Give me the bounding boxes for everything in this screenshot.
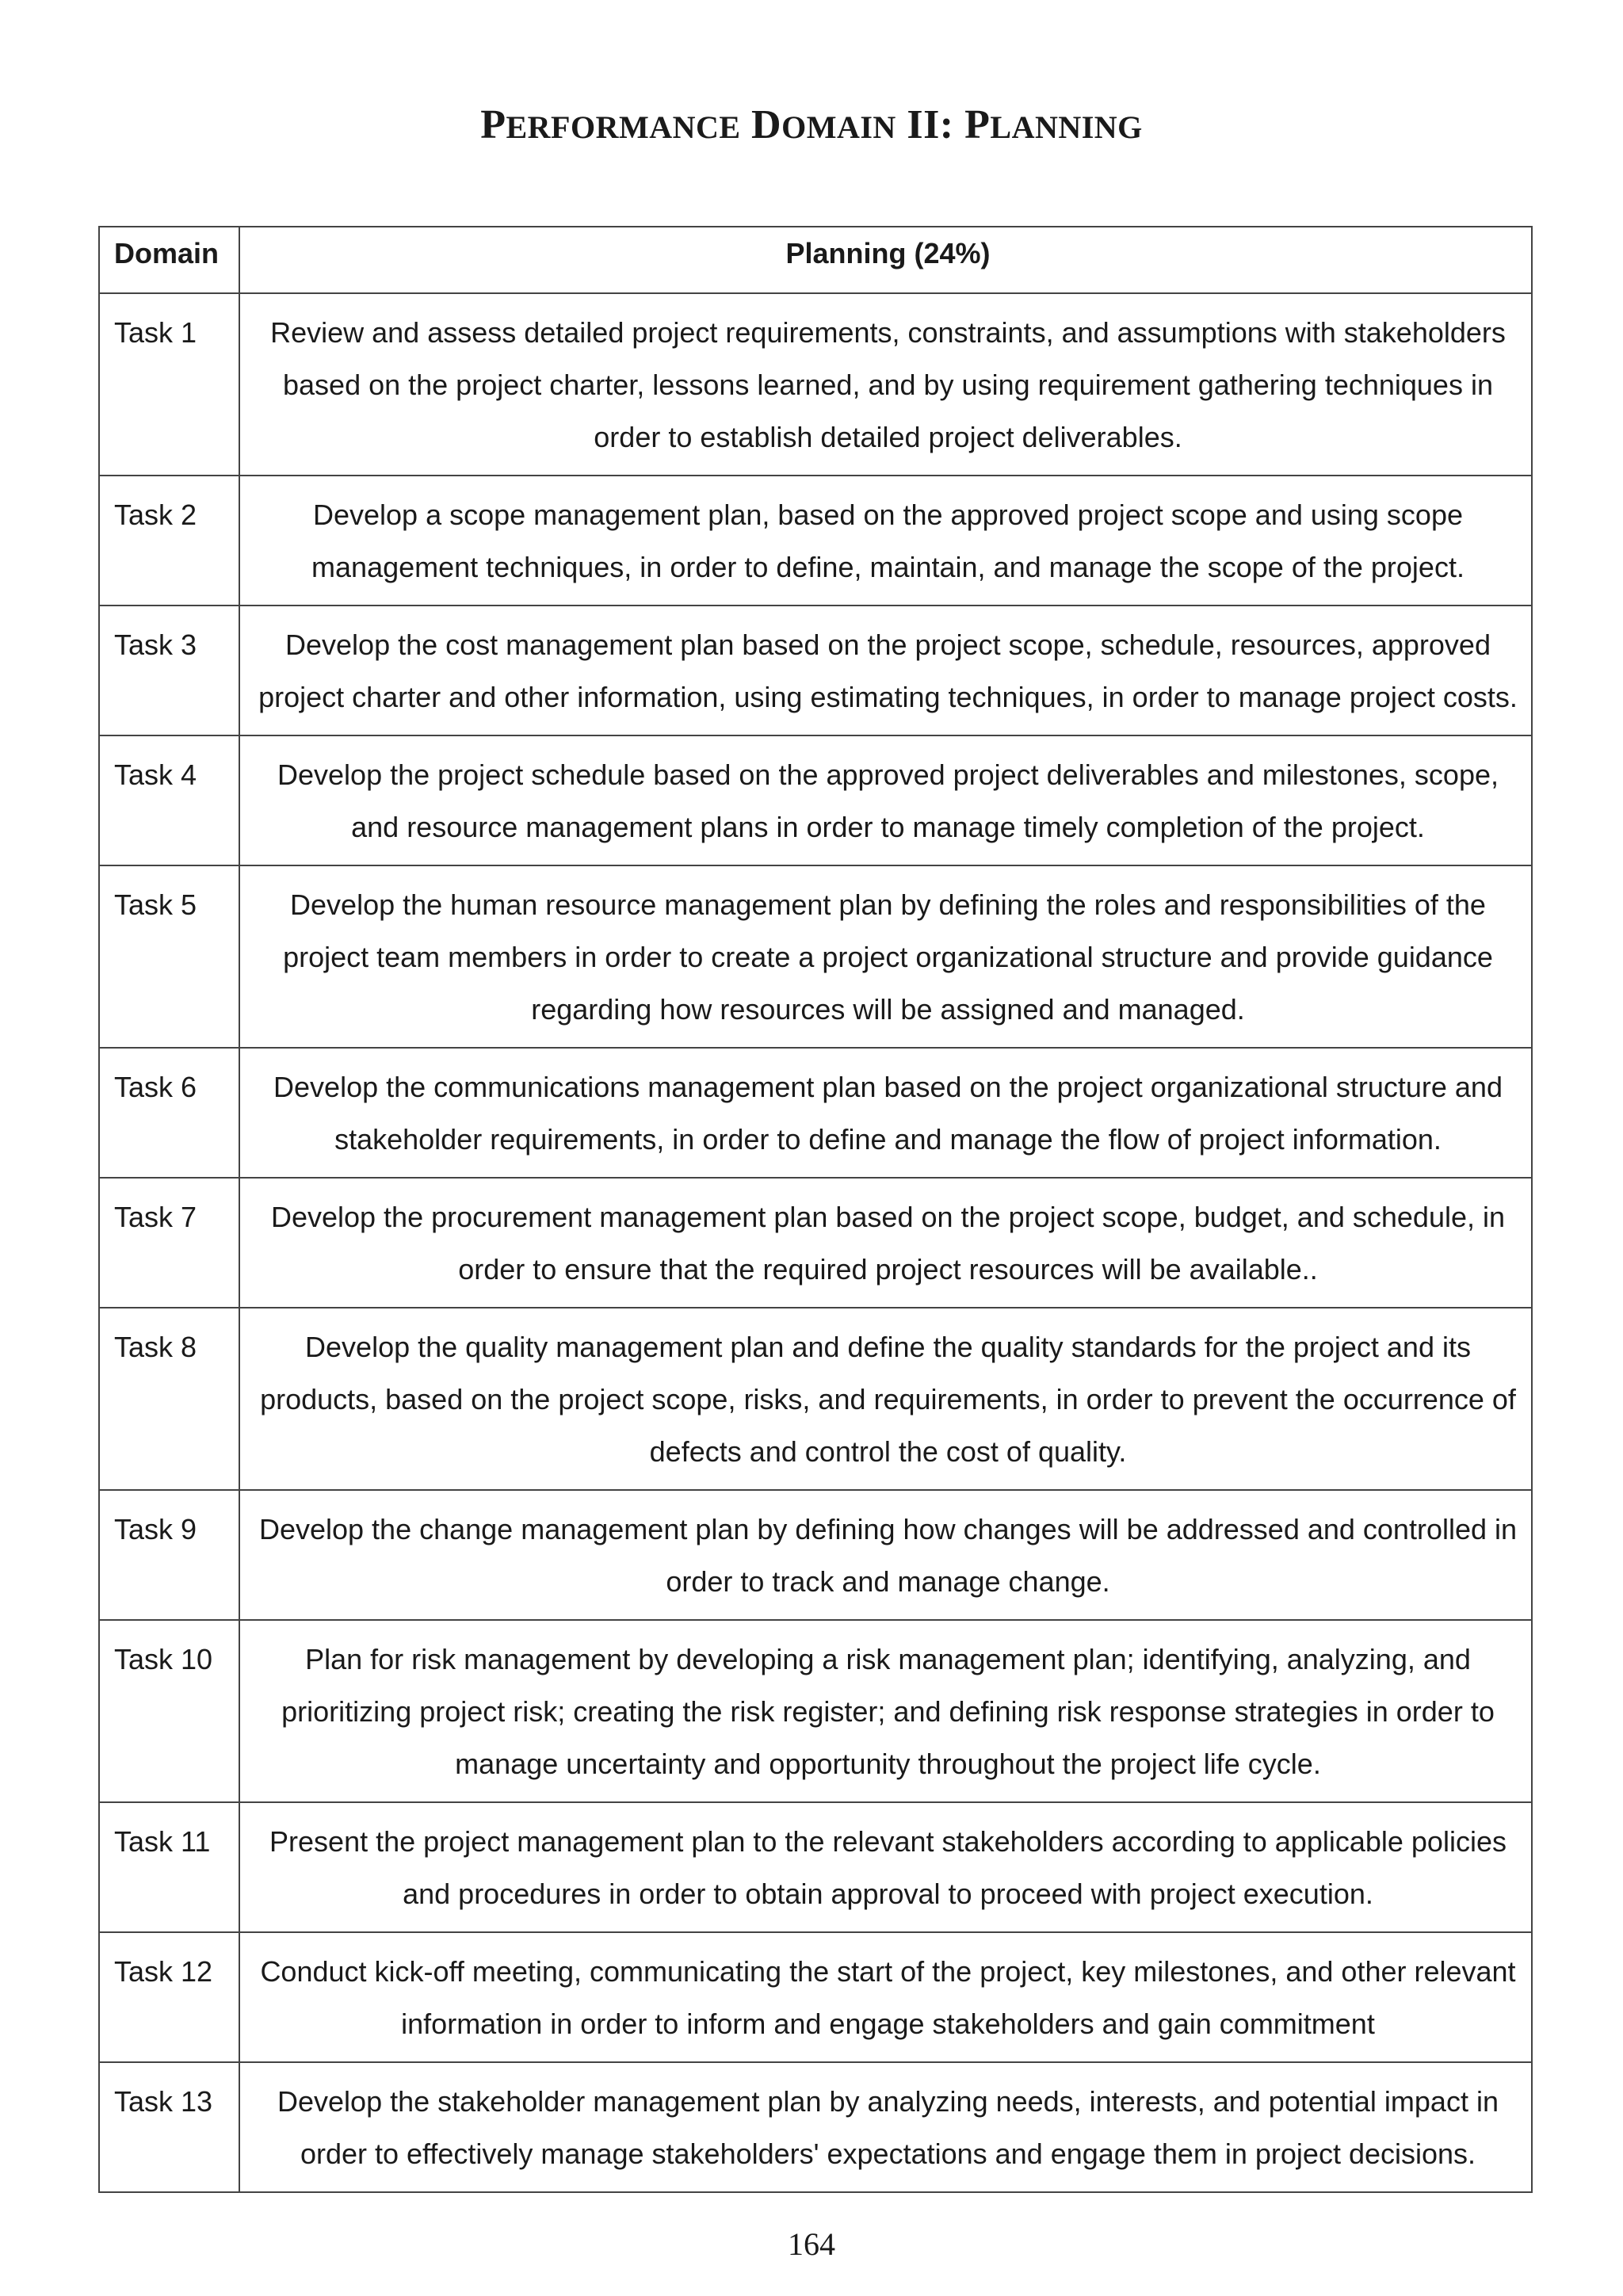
task-label: Task 5 [99, 865, 239, 1048]
task-description: Develop the communications management plan based on the project organizational structure and stakeholder requirements, in order to define and manage the flow of project information. [239, 1048, 1532, 1178]
task-label: Task 3 [99, 606, 239, 735]
task-description: Develop the change management plan by defining how changes will be addressed and controlled in order to track and manage change. [239, 1490, 1532, 1620]
page-number: 164 [788, 2226, 835, 2262]
title-roman-numeral: II: [907, 102, 954, 147]
table-row [99, 1802, 1532, 1932]
title-initial-planning: P [964, 102, 991, 147]
table-row [99, 1620, 1532, 1802]
task-label: Task 9 [99, 1490, 239, 1620]
task-label: Task 7 [99, 1178, 239, 1308]
task-description: Develop the stakeholder management plan by analyzing needs, interests, and potential impact in order to effectively manage stakeholders' expectations and engage them in project decisions. [239, 2062, 1532, 2192]
table-row [99, 1178, 1532, 1308]
table-row [99, 476, 1532, 606]
task-description: Present the project management plan to the relevant stakeholders according to applicable policies and procedures in order to obtain approval to proceed with project execution. [239, 1802, 1532, 1932]
header-planning: Planning (24%) [239, 227, 1532, 293]
title-initial-domain: D [751, 102, 782, 147]
task-description: Develop the quality management plan and define the quality standards for the project and its products, based on the project scope, risks, and requirements, in order to prevent the occurrence of defects and control the cost of quality. [239, 1308, 1532, 1490]
title-word-performance: ERFORMANCE [506, 109, 741, 145]
table-row [99, 1490, 1532, 1620]
task-label: Task 8 [99, 1308, 239, 1490]
task-label: Task 1 [99, 293, 239, 476]
header-domain: Domain [99, 227, 239, 293]
task-label: Task 4 [99, 735, 239, 865]
planning-tasks-table [98, 226, 1533, 2193]
task-label: Task 6 [99, 1048, 239, 1178]
table-row [99, 606, 1532, 735]
task-description: Review and assess detailed project requirements, constraints, and assumptions with stakeholders based on the project charter, lessons learned, and by using requirement gathering techniques in order to establish detailed project deliverables. [239, 293, 1532, 476]
task-label: Task 2 [99, 476, 239, 606]
table-row [99, 1932, 1532, 2062]
title-initial-performance: P [480, 102, 506, 147]
task-description: Develop the procurement management plan based on the project scope, budget, and schedule, in order to ensure that the required project resources will be available.. [239, 1178, 1532, 1308]
task-label: Task 12 [99, 1932, 239, 2062]
task-description: Develop a scope management plan, based on the approved project scope and using scope management techniques, in order to define, maintain, and manage the scope of the project. [239, 476, 1532, 606]
page-title [0, 101, 1623, 148]
table-row [99, 1308, 1532, 1490]
table-row [99, 293, 1532, 476]
task-description: Develop the project schedule based on the approved project deliverables and milestones, scope, and resource management plans in order to manage timely completion of the project. [239, 735, 1532, 865]
table-header-row [99, 227, 1532, 293]
table-row [99, 2062, 1532, 2192]
task-description: Develop the cost management plan based on the project scope, schedule, resources, approved project charter and other information, using estimating techniques, in order to manage project costs. [239, 606, 1532, 735]
title-word-planning: LANNING [990, 109, 1143, 145]
task-label: Task 11 [99, 1802, 239, 1932]
task-description: Develop the human resource management plan by defining the roles and responsibilities of the project team members in order to create a project organizational structure and provide guidance regarding how resources will be assigned and managed. [239, 865, 1532, 1048]
table-row [99, 865, 1532, 1048]
task-description: Conduct kick-off meeting, communicating the start of the project, key milestones, and other relevant information in order to inform and engage stakeholders and gain commitment [239, 1932, 1532, 2062]
table-row [99, 1048, 1532, 1178]
task-label: Task 13 [99, 2062, 239, 2192]
task-description: Plan for risk management by developing a risk management plan; identifying, analyzing, and prioritizing project risk; creating the risk register; and defining risk response strategies in order to manage uncertainty and opportunity throughout the project life cycle. [239, 1620, 1532, 1802]
title-word-domain: OMAIN [781, 109, 896, 145]
table-row [99, 735, 1532, 865]
task-label: Task 10 [99, 1620, 239, 1802]
